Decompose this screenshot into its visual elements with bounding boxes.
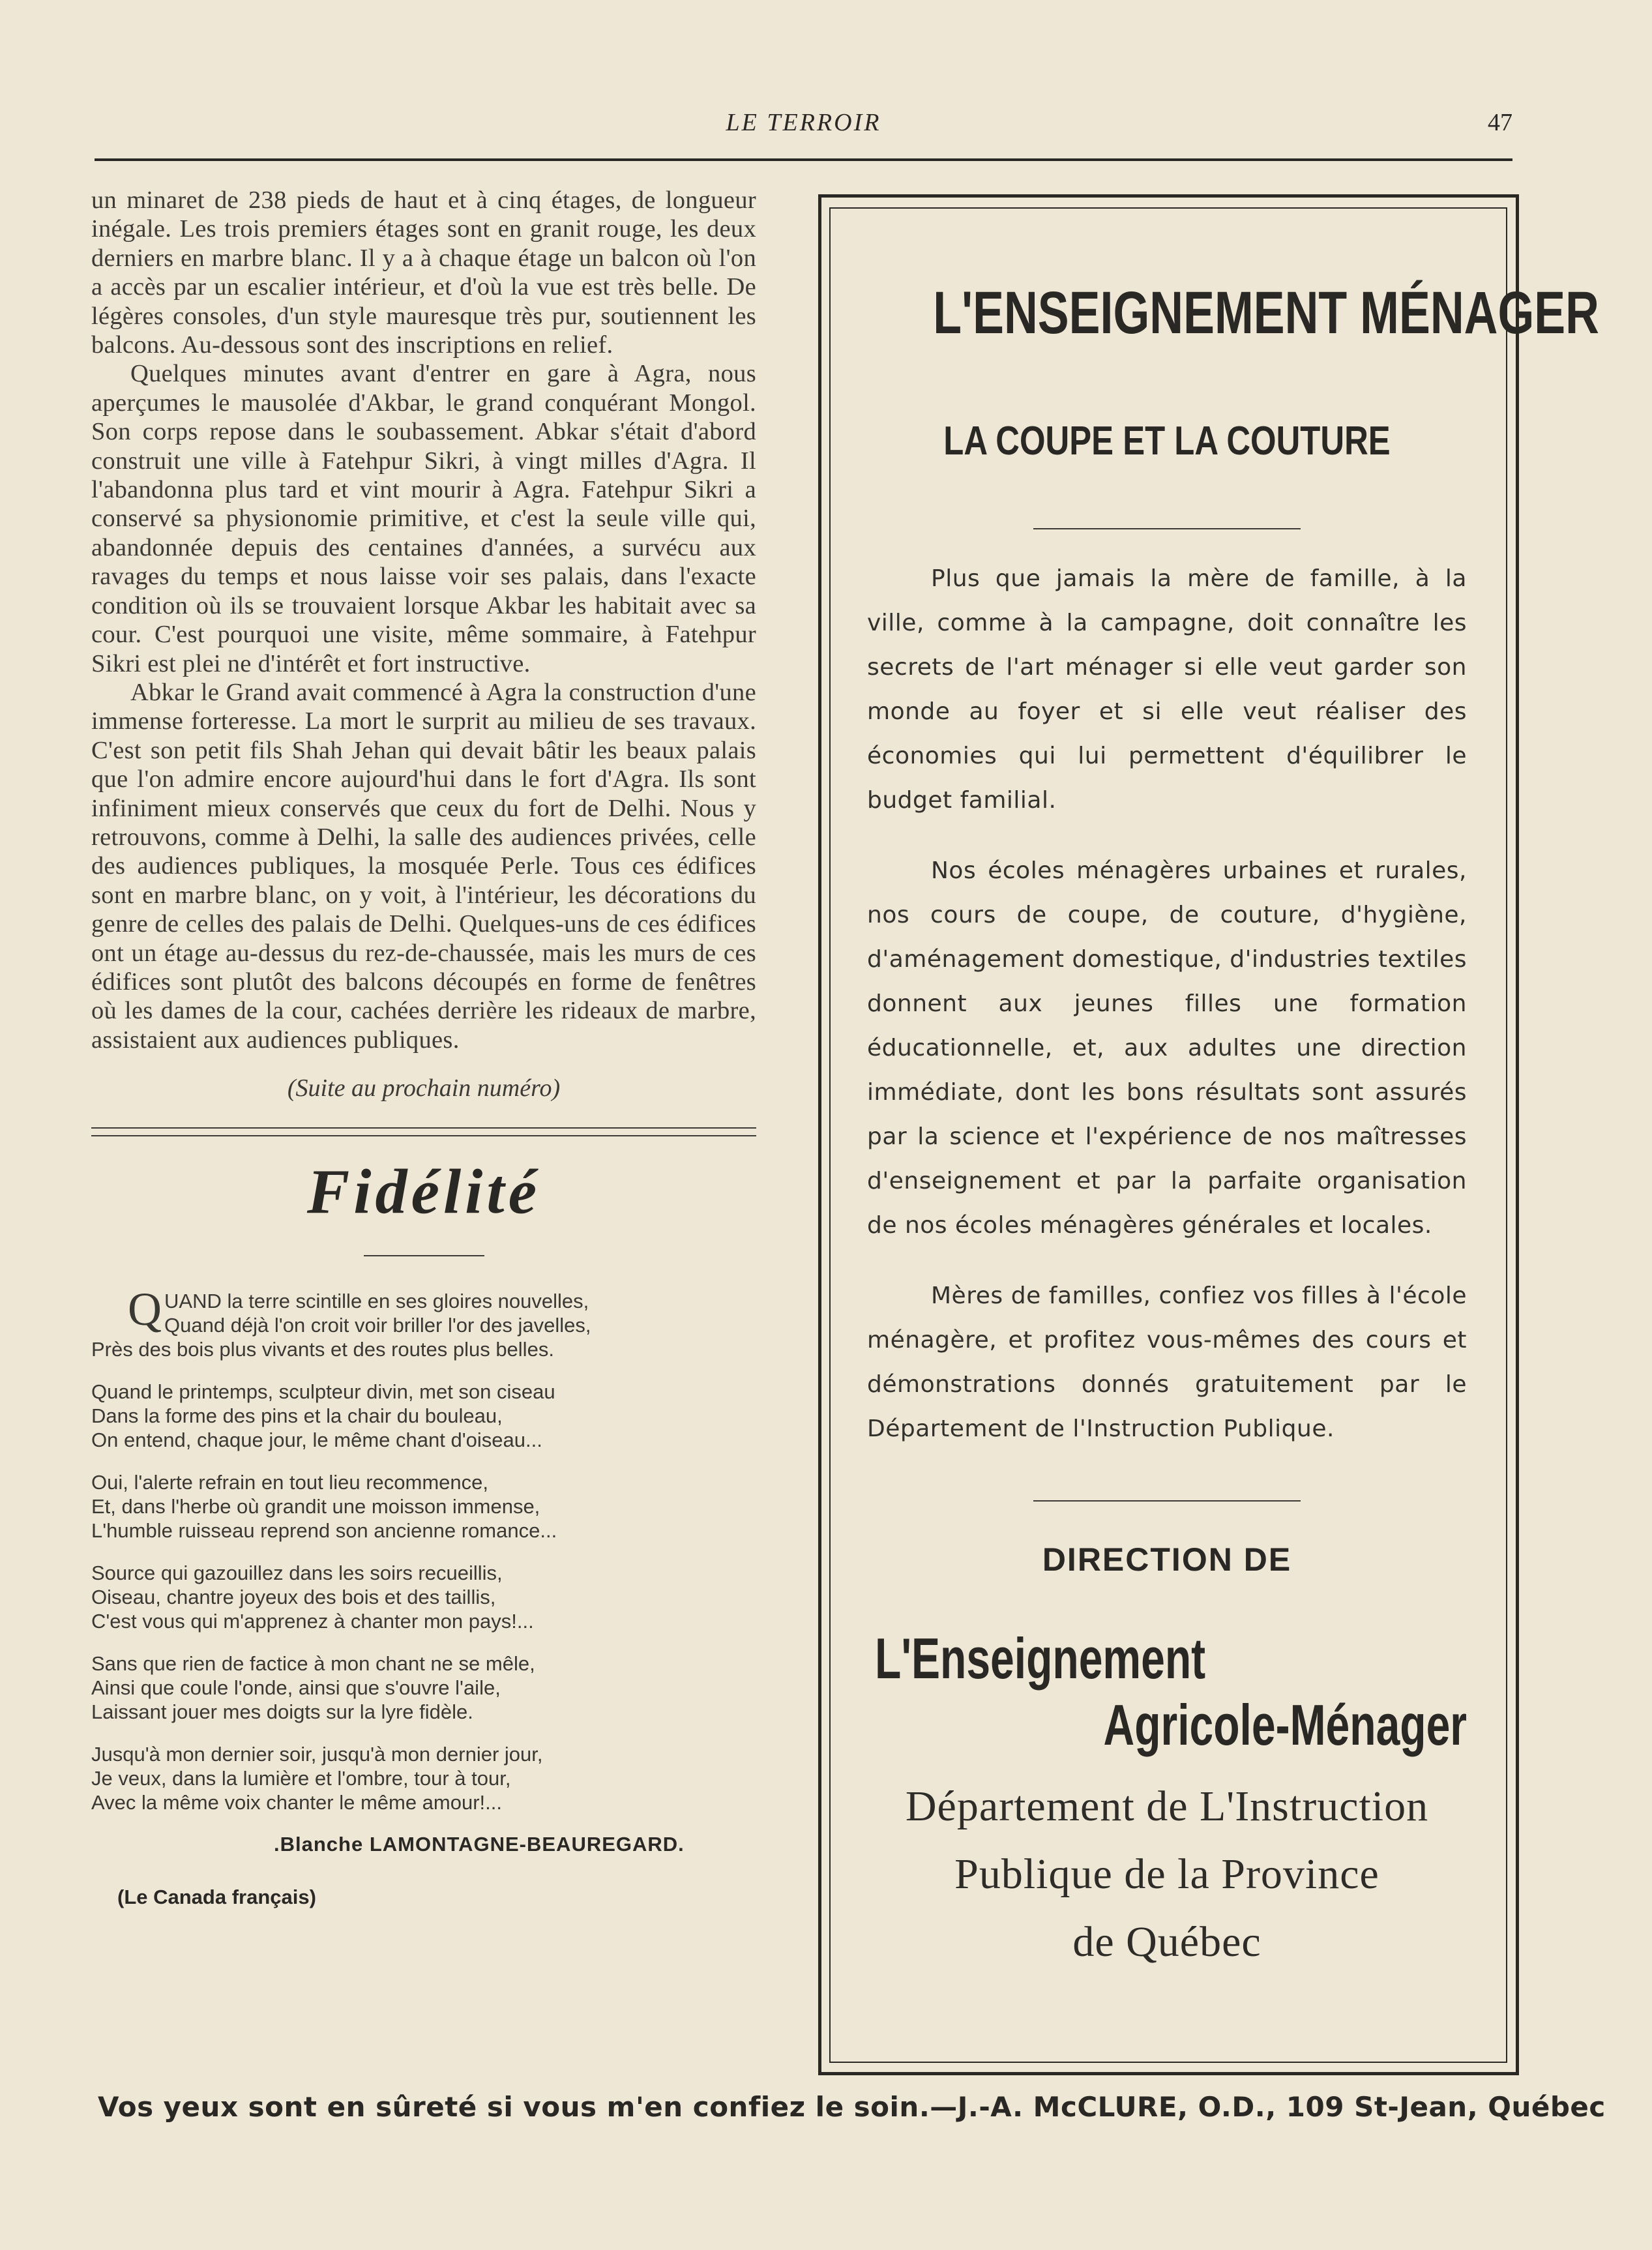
poem-author: .Blanche LAMONTAGNE-BEAUREGARD. <box>274 1833 685 1856</box>
ad-direction: DIRECTION DE <box>1042 1541 1292 1578</box>
title-rule <box>364 1255 484 1256</box>
poem-line: Quand le printemps, sculpteur divin, met son ciseau <box>91 1380 555 1404</box>
poem-line: Près des bois plus vivants et des routes plus belles. <box>91 1338 554 1361</box>
ad-org-line1: L'Enseignement <box>875 1626 1206 1691</box>
poem-stanza <box>91 1561 756 1633</box>
ad-paragraph: Nos écoles ménagères urbaines et rurales, nos cours de coupe, de couture, d'hygiène, d'aménagement domestique, d'industries textiles donnent aux jeunes filles une formation éducationnelle, et, aux adultes une direction immédiate, dont les bons résultats sont assurés par la science et l'expérience de nos maîtresses d'enseignement et par la parfaite organisation de nos écoles ménagères générales et locales. <box>867 857 1467 1239</box>
ad-title: L'ENSEIGNEMENT MÉNAGER <box>933 280 1599 346</box>
drop-cap: Q <box>128 1283 162 1336</box>
article-paragraph: Abkar le Grand avait commencé à Agra la construction d'une immense forteresse. La mort le surprit au milieu de ses travaux. C'est son petit fils Shah Jehan qui devait bâtir les beaux palais que l'on admire encore aujourd'hui dans le fort d'Agra. Ils sont infiniment mieux conservés que ceux du fort de Delhi. Nous y retrouvons, comme à Delhi, la salle des audiences privées, celle des audiences publiques, la mosquée Perle. Tous ces édifices sont en marbre blanc, on y voit, à l'intérieur, les décorations du genre de celles des palais de Delhi. Quelques-uns de ces édifices ont un étage au-dessus du rez-de-chaussée, mais les murs de ces édifices sont plutôt des balcons découpés en forme de fenêtres où les dames de la cour, cachées derrière les rideaux de marbre, assistaient aux audiences publiques. <box>91 678 756 1054</box>
poem-line: Dans la forme des pins et la chair du bouleau, <box>91 1404 503 1428</box>
header-rule <box>95 158 1512 161</box>
poem-stanza <box>91 1380 756 1452</box>
poem-line: Avec la même voix chanter le même amour!... <box>91 1791 503 1814</box>
ad-subtitle: LA COUPE ET LA COUTURE <box>943 419 1391 464</box>
poem-stanza <box>91 1470 756 1543</box>
poem-line: Jusqu'à mon dernier soir, jusqu'à mon dernier jour, <box>91 1743 543 1766</box>
section-divider <box>91 1127 756 1136</box>
poem-source: (Le Canada français) <box>117 1886 316 1909</box>
article-body <box>91 186 756 1054</box>
poem-line: C'est vous qui m'apprenez à chanter mon pays!... <box>91 1610 534 1633</box>
poem-stanza <box>91 1651 756 1724</box>
poem-line: Oui, l'alerte refrain en tout lieu recommence, <box>91 1471 488 1494</box>
ad-paragraph: Plus que jamais la mère de famille, à la ville, comme à la campagne, doit connaître les secrets de l'art ménager si elle veut garder son monde au foyer et si elle veut réaliser des économies qui lui permettent d'équilibrer le budget familial. <box>867 565 1467 814</box>
ad-paragraph: Mères de familles, confiez vos filles à l'école ménagère, et profitez vous-mêmes des cours et démonstrations donnés gratuitement par le Département de l'Instruction Publique. <box>867 1282 1467 1442</box>
ad-department <box>867 1773 1467 1976</box>
advertisement <box>867 280 1599 1976</box>
poem-line: Source qui gazouillez dans les soirs recueillis, <box>91 1562 503 1585</box>
poem-line: UAND la terre scintille en ses gloires nouvelles, <box>164 1290 589 1313</box>
journal-title: LE TERROIR <box>726 109 881 136</box>
page-number: 47 <box>1488 109 1512 136</box>
ad-org-line2: Agricole-Ménager <box>1103 1693 1467 1757</box>
poem <box>91 1283 756 1814</box>
poem-stanza <box>91 1283 756 1361</box>
left-column <box>91 186 756 1909</box>
poem-title: Fidélité <box>306 1157 541 1228</box>
continued-note: (Suite au prochain numéro) <box>287 1074 561 1103</box>
poem-line: Laissant jouer mes doigts sur la lyre fidèle. <box>91 1700 473 1724</box>
poem-line: Ainsi que coule l'onde, ainsi que s'ouvre l'aile, <box>91 1676 501 1700</box>
poem-line: Quand déjà l'on croit voir briller l'or des javelles, <box>164 1314 591 1337</box>
article-paragraph: un minaret de 238 pieds de haut et à cinq étages, de longueur inégale. Les trois premiers étages sont en granit rouge, les deux derniers en marbre blanc. Il y a à chaque étage un balcon où l'on a accès par un escalier intérieur, et d'où la vue est très belle. De légères consoles, d'un style mauresque très pur, soutiennent les balcons. Au-dessous sont des inscriptions en relief. <box>91 186 756 359</box>
poem-line: Sans que rien de factice à mon chant ne se mêle, <box>91 1652 535 1676</box>
ad-rule <box>1033 528 1301 529</box>
poem-line: Et, dans l'herbe où grandit une moisson immense, <box>91 1495 540 1518</box>
ad-rule <box>1033 1500 1301 1502</box>
running-header <box>95 104 1512 143</box>
poem-line: On entend, chaque jour, le même chant d'oiseau... <box>91 1428 542 1452</box>
footer-advertisement: Vos yeux sont en sûreté si vous m'en confiez le soin.—J.-A. McCLURE, O.D., 109 St-Jean, Québec <box>98 2091 1606 2123</box>
dept-line: Département de L'Instruction <box>905 1783 1429 1830</box>
article-paragraph: Quelques minutes avant d'entrer en gare à Agra, nous aperçumes le mausolée d'Akbar, le grand conquérant Mongol. Son corps repose dans le soubassement. Abkar s'était d'abord construit une ville à Fatehpur Sikri, à vingt milles d'Agra. Il l'abandonna plus tard et vint mourir à Agra. Fatehpur Sikri a conservé sa physionomie primitive, et c'est la seule ville qui, abandonnée depuis des centaines d'années, a survécu aux ravages du temps et nous laisse voir ses palais, dans l'exacte condition où ils se trouvaient lorsque Akbar les habitait avec sa cour. C'est pourquoi une visite, même sommaire, à Fatehpur Sikri est plei ne d'intérêt et fort instructive. <box>91 360 756 677</box>
dept-line: Publique de la Province <box>954 1850 1379 1898</box>
poem-line: L'humble ruisseau reprend son ancienne romance... <box>91 1519 557 1543</box>
dept-line: de Québec <box>1072 1918 1261 1966</box>
ad-body <box>867 557 1467 1451</box>
poem-stanza <box>91 1742 756 1814</box>
poem-line: Je veux, dans la lumière et l'ombre, tour à tour, <box>91 1767 511 1790</box>
poem-line: Oiseau, chantre joyeux des bois et des taillis, <box>91 1586 496 1609</box>
